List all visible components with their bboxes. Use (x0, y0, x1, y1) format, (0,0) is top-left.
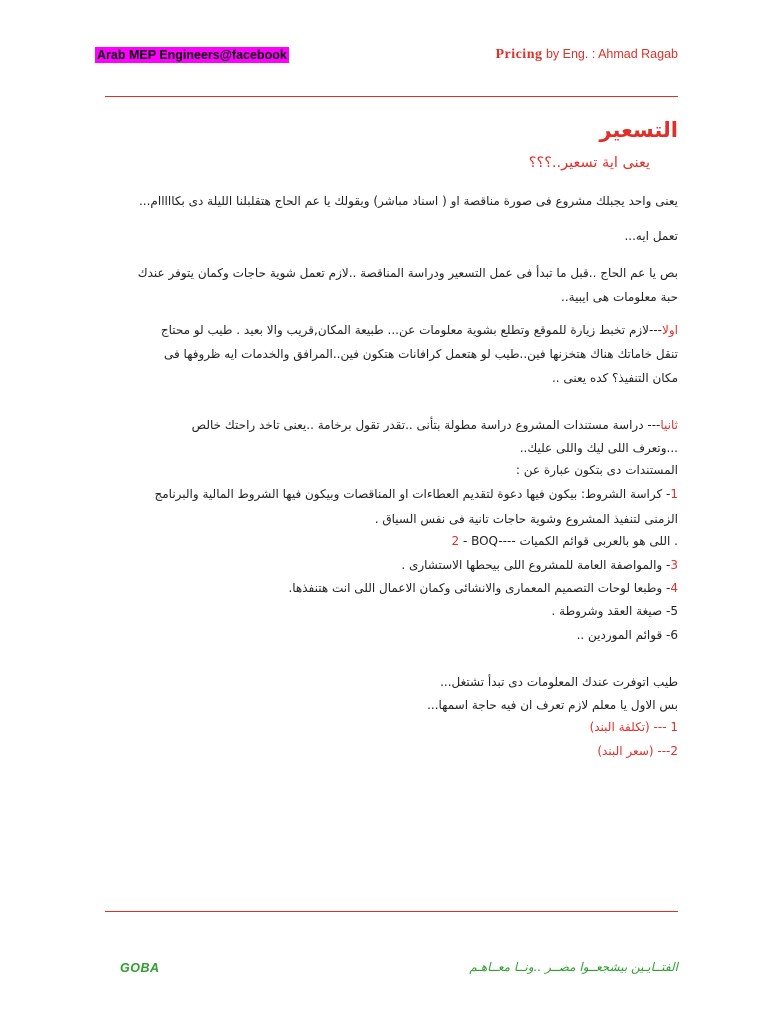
paragraph-5-line-1 (192, 415, 678, 435)
footer-signature: GOBA (120, 961, 160, 975)
header-byline (495, 47, 678, 63)
list-text: - BOQ---- اللى هو بالعربى قوائم الكميات . (459, 534, 678, 548)
header-divider (105, 96, 678, 97)
paragraph-3-line-1: بص يا عم الحاج ..قبل ما تبدأ فى عمل التسعير ودراسة المناقصة ..لازم تعمل شوية حاجات وكمان يتوفر عندك (137, 266, 678, 280)
list-text: - كراسة الشروط: بيكون فيها دعوة لتقديم العطاءات او المناقصات وبيكون فيها الشروط المالية والبرنامج (154, 487, 671, 501)
list-item-2 (451, 531, 678, 551)
list-text: - والمواصفة العامة للمشروع اللى بيحطها الاستشارى . (401, 558, 671, 572)
item-cost: 1 --- (تكلفة البند) (589, 720, 678, 734)
second-text: --- دراسة مستندات المشروع دراسة مطولة بتأنى ..تقدر تقول برخامة ..يعنى تاخد راحتك خالص (191, 418, 661, 432)
list-number: 2 (451, 534, 460, 548)
facebook-tag: Arab MEP Engineers@facebook (97, 48, 287, 62)
paragraph-5-line-3: المستندات دى بتكون عبارة عن : (515, 463, 678, 477)
list-text: - وطبعا لوحات التصميم المعمارى والانشائى وكمان الاعمال اللى انت هتنفذها. (288, 581, 671, 595)
page-subtitle: يعنى اية تسعير..؟؟؟ (528, 155, 650, 171)
list-item-1-line-1 (154, 484, 678, 504)
first-text: ---لازم تخبط زيارة للموقع وتطلع بشوية معلومات عن... طبيعة المكان,قريب والا بعيد . طيب لو محتاج (160, 323, 663, 337)
author-label: by Eng. : Ahmad Ragab (542, 47, 678, 61)
list-item-6: 6- قوائم الموردين .. (576, 628, 678, 642)
list-item-5: 5- صيغة العقد وشروطة . (551, 604, 678, 618)
paragraph-4-line-2: تنقل خاماتك هناك هتخزنها فين..طيب لو هتعمل كرافانات هتكون فين..المرافق والخدمات ايه ظروفها فى (164, 347, 678, 361)
list-item-4 (288, 578, 678, 598)
paragraph-2: تعمل ايه... (624, 229, 678, 243)
pricing-label: Pricing (495, 47, 543, 62)
paragraph-5-line-2: ...وتعرف اللى ليك واللى عليك.. (519, 441, 678, 455)
footer-divider (105, 911, 678, 912)
paragraph-4-line-3: مكان التنفيذ؟ كده يعنى .. (551, 371, 678, 385)
second-label: ثانيا (660, 418, 678, 432)
list-number: 4 (670, 581, 678, 595)
first-label: اولا (662, 323, 678, 337)
list-number: 1 (670, 487, 678, 501)
list-item-3 (401, 555, 678, 575)
paragraph-7: بس الاول يا معلم لازم تعرف ان فيه حاجة اسمها... (427, 698, 678, 712)
paragraph-4-line-1 (161, 320, 678, 340)
paragraph-1: يعنى واحد يجبلك مشروع فى صورة مناقصة او ( اسناد مباشر) ويقولك يا عم الحاج هتقلبلنا الليلة دى بكااااام... (138, 194, 678, 208)
footer-slogan: الفتــايـين بيشجعــوا مصــر ..ونــا معــاهـم (469, 960, 678, 974)
paragraph-6: طيب اتوفرت عندك المعلومات دى تبدأ تشتغل... (440, 675, 678, 689)
item-price: 2--- (سعر البند) (597, 744, 678, 758)
list-number: 3 (670, 558, 678, 572)
paragraph-3-line-2: حبة معلومات هى ايبية.. (561, 290, 678, 304)
list-item-1-line-2: الزمنى لتنفيذ المشروع وشوية حاجات تانية فى نفس السياق . (374, 512, 678, 526)
page-title: التسعير (599, 118, 678, 142)
